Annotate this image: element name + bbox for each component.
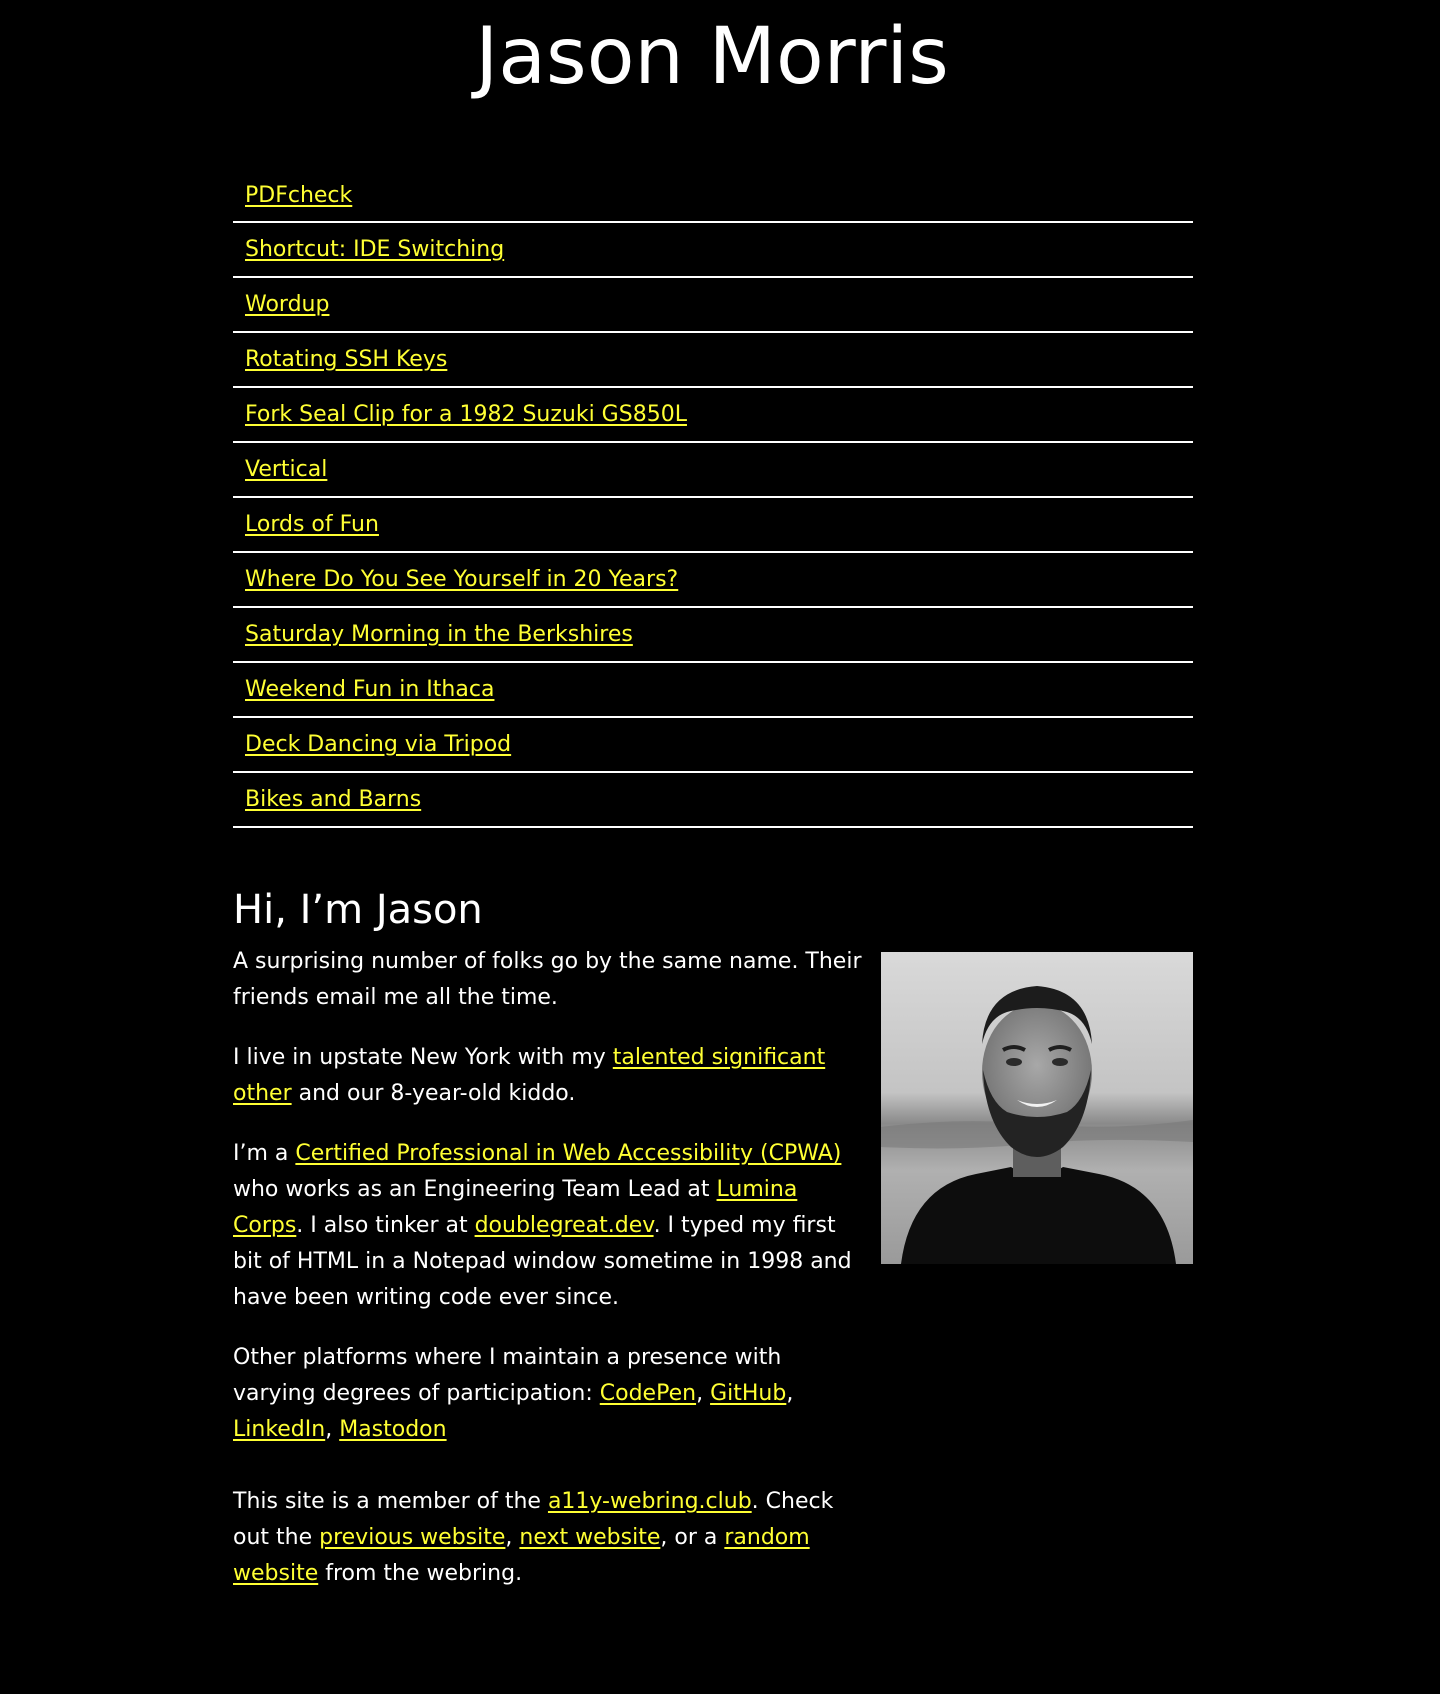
text-span: Other platforms where I maintain a presence with varying degrees of participation:	[233, 1345, 782, 1406]
next-website-link[interactable]: next website	[519, 1525, 661, 1550]
list-item	[233, 718, 1193, 773]
list-item	[233, 553, 1193, 608]
about-intro-paragraph: A surprising number of folks go by the same name. Their friends email me all the time.	[233, 949, 862, 1010]
text-span: ,	[505, 1525, 520, 1550]
list-item	[233, 663, 1193, 718]
post-link[interactable]: Where Do You See Yourself in 20 Years?	[245, 567, 679, 592]
post-link[interactable]: Vertical	[245, 457, 328, 482]
separator: ,	[325, 1417, 340, 1442]
mastodon-link[interactable]: Mastodon	[339, 1417, 447, 1442]
about-body	[233, 944, 1193, 1616]
list-item	[233, 388, 1193, 443]
about-home-paragraph	[233, 1040, 863, 1112]
post-link[interactable]: Saturday Morning in the Berkshires	[245, 622, 633, 647]
post-link[interactable]: Rotating SSH Keys	[245, 347, 448, 372]
list-item	[233, 608, 1193, 663]
github-link[interactable]: GitHub	[710, 1381, 787, 1406]
text-span: . I typed my first bit of HTML in a Notepad window sometime in 1998 and have been writing code ever since.	[233, 1213, 852, 1310]
list-item	[233, 164, 1193, 223]
text-span: This site is a member of the	[233, 1489, 548, 1514]
about-platforms-paragraph	[233, 1340, 863, 1448]
text-span: . I also tinker at	[296, 1213, 475, 1238]
post-link[interactable]: Shortcut: IDE Switching	[245, 237, 505, 262]
about-heading: Hi, I’m Jason	[233, 887, 483, 933]
codepen-link[interactable]: CodePen	[599, 1381, 697, 1406]
post-list-nav	[233, 164, 1193, 828]
about-section	[233, 886, 1193, 1616]
separator: ,	[786, 1381, 794, 1406]
list-item	[233, 498, 1193, 553]
text-span: from the webring.	[318, 1561, 523, 1586]
lumina-corps-link[interactable]: Lumina Corps	[233, 1177, 798, 1238]
profile-photo	[881, 952, 1193, 1264]
text-span: . Check out the	[233, 1489, 834, 1550]
separator: ,	[696, 1381, 711, 1406]
list-item	[233, 333, 1193, 388]
list-item	[233, 773, 1193, 828]
webring-paragraph	[233, 1484, 863, 1592]
cpwa-link[interactable]: Certified Professional in Web Accessibility (CPWA)	[295, 1141, 842, 1166]
webring-club-link[interactable]: a11y-webring.club	[547, 1489, 752, 1514]
list-item	[233, 278, 1193, 333]
post-list	[233, 164, 1193, 828]
post-link[interactable]: Weekend Fun in Ithaca	[245, 677, 495, 702]
list-item	[233, 443, 1193, 498]
about-text	[233, 944, 863, 1616]
linkedin-link[interactable]: LinkedIn	[233, 1417, 326, 1442]
random-website-link[interactable]: random website	[233, 1525, 810, 1586]
site-title: Jason Morris	[475, 12, 949, 102]
list-item	[233, 223, 1193, 278]
text-span: I’m a	[233, 1141, 296, 1166]
post-link[interactable]: Bikes and Barns	[245, 787, 422, 812]
post-link[interactable]: Wordup	[245, 292, 330, 317]
post-link[interactable]: Fork Seal Clip for a 1982 Suzuki GS850L	[245, 402, 687, 427]
text-span: who works as an Engineering Team Lead at	[233, 1177, 717, 1202]
previous-website-link[interactable]: previous website	[319, 1525, 506, 1550]
about-work-paragraph	[233, 1136, 863, 1316]
post-link[interactable]: PDFcheck	[245, 183, 353, 208]
post-link[interactable]: Lords of Fun	[245, 512, 379, 537]
doublegreat-link[interactable]: doublegreat.dev	[474, 1213, 654, 1238]
post-link[interactable]: Deck Dancing via Tripod	[245, 732, 512, 757]
text-span: and our 8-year-old kiddo.	[291, 1081, 576, 1106]
text-span: I live in upstate New York with my	[233, 1045, 613, 1070]
main-content	[233, 164, 1193, 1616]
text-span: , or a	[660, 1525, 725, 1550]
significant-other-link[interactable]: talented significant other	[233, 1045, 826, 1106]
